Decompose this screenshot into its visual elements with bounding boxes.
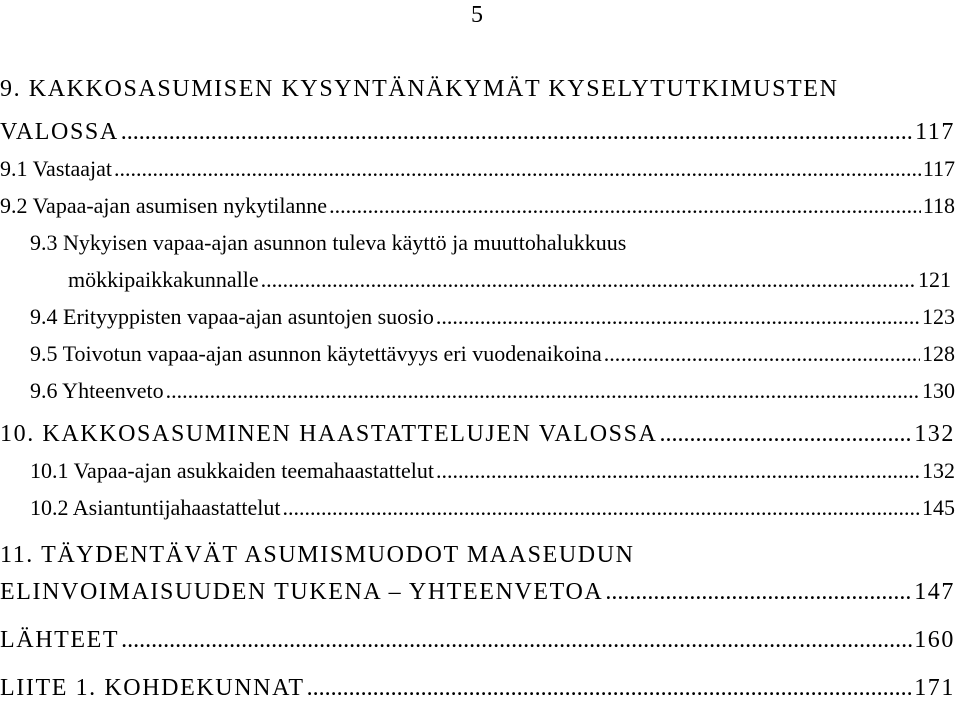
toc-chapter-11-title-cont: ELINVOIMAISUUDEN TUKENA – YHTEENVETOA: [0, 579, 604, 605]
toc-page-number: 118: [922, 193, 955, 218]
toc-page-number: 117: [915, 119, 955, 145]
toc-page-number: 145: [922, 495, 955, 520]
toc-entry-9-3-title: 9.3 Nykyisen vapaa-ajan asunnon tuleva käyttö ja muuttohalukkuus: [30, 230, 627, 255]
toc-page-number: 117: [922, 156, 955, 181]
toc-entry-label: 10.2 Asiantuntijahaastattelut: [30, 495, 281, 520]
toc-entry-10-1[interactable]: [30, 452, 955, 490]
toc-chapter-9-title-cont: VALOSSA: [0, 119, 119, 145]
dot-leader: [660, 415, 913, 453]
toc-page-number: 160: [914, 627, 955, 653]
toc-chapter-9-title: 9. KAKKOSASUMISEN KYSYNTÄNÄKYMÄT KYSELYTUTKIMUSTEN: [0, 76, 839, 102]
toc-page-number: 132: [914, 421, 955, 447]
toc-entry-9-6[interactable]: [30, 372, 955, 410]
toc-entry-label: 9.1 Vastaajat: [0, 156, 113, 181]
dot-leader: [605, 573, 912, 611]
page-number: 5: [471, 2, 483, 28]
toc-entry-appendix-1[interactable]: [0, 669, 955, 707]
toc-entry-9-5[interactable]: [30, 335, 955, 373]
toc-entry-chapter-10[interactable]: [0, 415, 955, 453]
toc-entry-label: 9.5 Toivotun vapaa-ajan asunnon käytettävyys eri vuodenaikoina: [30, 341, 602, 366]
dot-leader: [121, 621, 912, 659]
toc-references-title: LÄHTEET: [0, 627, 120, 653]
toc-entry-references[interactable]: [0, 621, 955, 659]
toc-entry-10-2[interactable]: [30, 489, 955, 527]
toc-page-number: 128: [922, 341, 955, 366]
toc-page-number: 147: [914, 579, 955, 605]
toc-page-number: 130: [922, 378, 955, 403]
dot-leader: [283, 489, 920, 527]
toc-chapter-10-title: 10. KAKKOSASUMINEN HAASTATTELUJEN VALOSSA: [0, 421, 658, 447]
dot-leader: [261, 261, 916, 299]
dot-leader: [329, 187, 921, 225]
toc-chapter-11-title: 11. TÄYDENTÄVÄT ASUMISMUODOT MAASEUDUN: [0, 542, 635, 568]
dot-leader: [604, 335, 920, 373]
dot-leader: [436, 452, 920, 490]
dot-leader: [166, 372, 920, 410]
toc-entry-label: 9.4 Erityyppisten vapaa-ajan asuntojen suosio: [30, 304, 434, 329]
toc-entry-9-2[interactable]: [0, 187, 955, 225]
toc-entry-9-3[interactable]: [68, 261, 951, 299]
toc-page-number: 132: [922, 458, 955, 483]
toc-page-number: 123: [922, 304, 955, 329]
toc-entry-label: 10.1 Vapaa-ajan asukkaiden teemahaastattelut: [30, 458, 434, 483]
dot-leader: [114, 150, 921, 188]
toc-entry-label: 9.2 Vapaa-ajan asumisen nykytilanne: [0, 193, 328, 218]
dot-leader: [307, 669, 913, 707]
toc-entry-9-4[interactable]: [30, 298, 955, 336]
toc-entry-label: 9.6 Yhteenveto: [30, 378, 164, 403]
dot-leader: [121, 113, 913, 151]
toc-page-number: 171: [914, 675, 955, 701]
toc-appendix-title: LIITE 1. KOHDEKUNNAT: [0, 675, 305, 701]
toc-page-number: 121: [918, 267, 951, 292]
dot-leader: [436, 298, 920, 336]
toc-entry-chapter-9[interactable]: [0, 113, 955, 151]
toc-entry-label: mökkipaikkakunnalle: [68, 267, 259, 292]
toc-entry-9-1[interactable]: [0, 150, 955, 188]
toc-entry-chapter-11[interactable]: [0, 573, 955, 611]
